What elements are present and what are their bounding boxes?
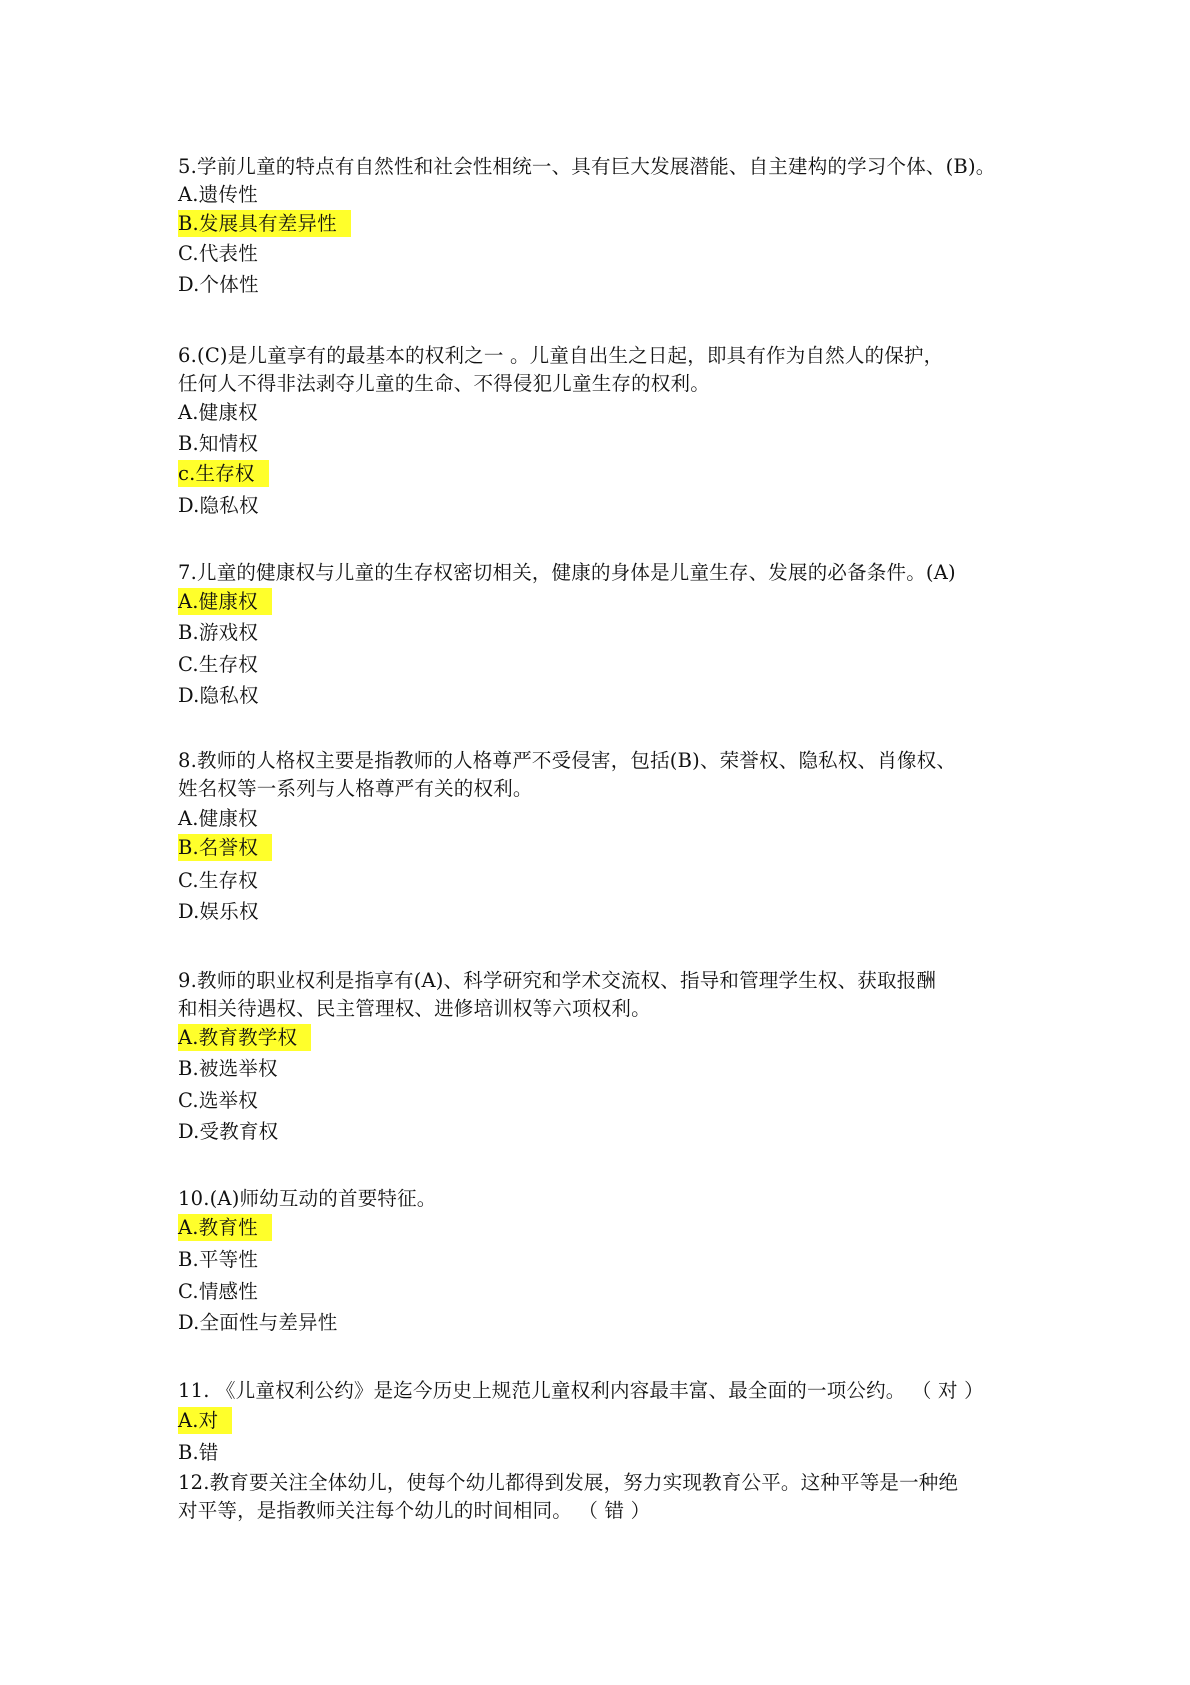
question-6-stem-line-1: 6.(C)是儿童享有的最基本的权利之一 。儿童自出生之日起，即具有作为自然人的保护， <box>178 344 944 367</box>
question-7-option-d: D.隐私权 <box>178 684 259 707</box>
question-6-option-b: B.知情权 <box>178 432 259 455</box>
question-8-stem-line-1: 8.教师的人格权主要是指教师的人格尊严不受侵害，包括(B)、荣誉权、隐私权、肖像权、 <box>178 749 957 772</box>
question-7-stem: 7.儿童的健康权与儿童的生存权密切相关，健康的身体是儿童生存、发展的必备条件。(A) <box>178 561 956 584</box>
answer-highlight: B.名誉权 <box>178 834 272 861</box>
question-7-option-a <box>178 589 272 615</box>
question-12-stem-line-1: 12.教育要关注全体幼儿，使每个幼儿都得到发展，努力实现教育公平。这种平等是一种绝 <box>178 1471 959 1494</box>
question-5-option-c: C.代表性 <box>178 242 258 265</box>
question-11-option-b: B.错 <box>178 1441 219 1464</box>
question-6-option-d: D.隐私权 <box>178 494 259 517</box>
question-12-stem-line-2: 对平等，是指教师关注每个幼儿的时间相同。 （ 错 ） <box>178 1499 651 1522</box>
answer-highlight: c.生存权 <box>178 460 269 487</box>
question-8-option-b <box>178 835 272 861</box>
question-5-option-b <box>178 211 351 237</box>
question-8-option-c: C.生存权 <box>178 869 258 892</box>
answer-highlight: B.发展具有差异性 <box>178 210 351 237</box>
question-9-stem-line-1: 9.教师的职业权利是指享有(A)、科学研究和学术交流权、指导和管理学生权、获取报酬 <box>178 969 937 992</box>
question-9-option-b: B.被选举权 <box>178 1057 278 1080</box>
question-9-option-a <box>178 1025 311 1051</box>
answer-highlight: A.教育性 <box>178 1214 272 1241</box>
answer-highlight: A.健康权 <box>178 588 272 615</box>
question-6-stem-line-2: 任何人不得非法剥夺儿童的生命、不得侵犯儿童生存的权利。 <box>178 372 710 395</box>
question-9-stem-line-2: 和相关待遇权、民主管理权、进修培训权等六项权利。 <box>178 997 651 1020</box>
question-11-stem: 11. 《儿童权利公约》是迄今历史上规范儿童权利内容最丰富、最全面的一项公约。 （ 对 ） <box>178 1379 984 1402</box>
question-9-option-d: D.受教育权 <box>178 1120 279 1143</box>
question-8-option-d: D.娱乐权 <box>178 900 259 923</box>
question-11-option-a <box>178 1408 232 1434</box>
question-10-option-c: C.情感性 <box>178 1280 258 1303</box>
question-10-option-d: D.全面性与差异性 <box>178 1311 338 1334</box>
answer-highlight: A.对 <box>178 1407 232 1434</box>
question-6-option-a: A.健康权 <box>178 401 258 424</box>
question-8-stem-line-2: 姓名权等一系列与人格尊严有关的权利。 <box>178 777 533 800</box>
question-9-option-c: C.选举权 <box>178 1089 258 1112</box>
question-6-option-c <box>178 461 269 487</box>
question-5-stem: 5.学前儿童的特点有自然性和社会性相统一、具有巨大发展潜能、自主建构的学习个体、(B)。 <box>178 155 996 178</box>
question-7-option-c: C.生存权 <box>178 653 258 676</box>
question-10-stem: 10.(A)师幼互动的首要特征。 <box>178 1187 437 1210</box>
question-10-option-b: B.平等性 <box>178 1248 259 1271</box>
question-7-option-b: B.游戏权 <box>178 621 259 644</box>
question-5-option-d: D.个体性 <box>178 273 259 296</box>
question-8-option-a: A.健康权 <box>178 807 258 830</box>
question-10-option-a <box>178 1215 272 1241</box>
question-5-option-a: A.遗传性 <box>178 183 258 206</box>
answer-highlight: A.教育教学权 <box>178 1024 311 1051</box>
